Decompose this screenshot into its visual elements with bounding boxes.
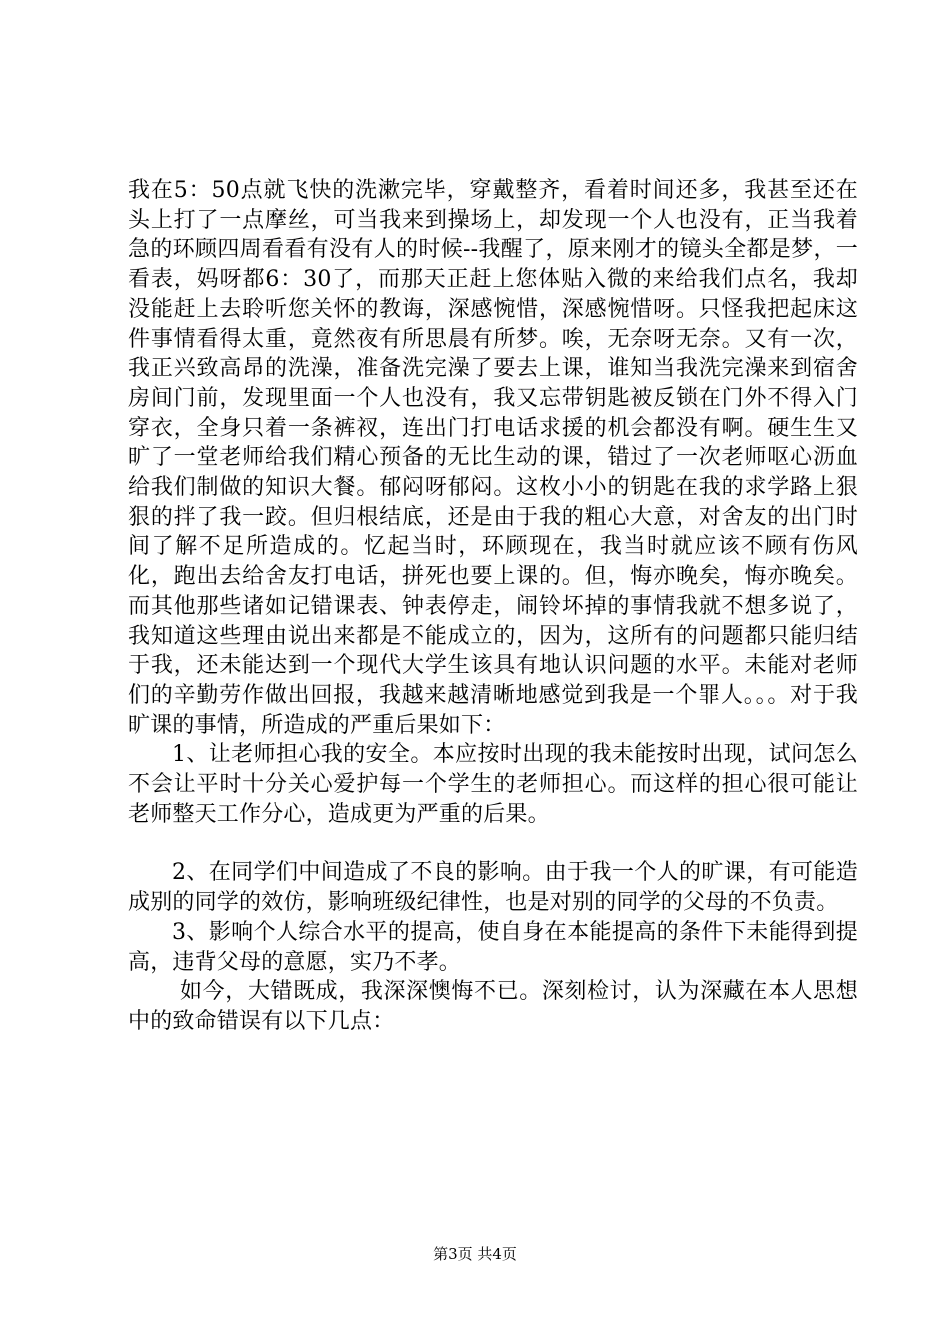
body-text — [128, 176, 858, 1037]
paragraph-conclusion: 如今，大错既成，我深深懊悔不已。深刻检讨，认为深藏在本人思想中的致命错误有以下几点： — [128, 979, 858, 1034]
page-number-footer: 第3页 共4页 — [433, 1245, 517, 1263]
paragraph-story: 我在5：50点就飞快的洗漱完毕，穿戴整齐，看着时间还多，我甚至还在头上打了一点摩丝，可当我来到操场上，却发现一个人也没有，正当我着急的环顾四周看看有没有人的时候--我醒了，原来刚才的镜头全都是梦，一看表，妈呀都6：30了，而那天正赶上您体贴入微的来给我们点名，我却没能赶上去聆听您关怀的教诲，深感惋惜，深感惋惜呀。只怪我把起床这件事情看得太重，竟然夜有所思晨有所梦。唉，无奈呀无奈。又有一次，我正兴致高昂的洗澡，准备洗完澡了要去上课，谁知当我洗完澡来到宿舍房间门前，发现里面一个人也没有，我又忘带钥匙被反锁在门外不得入门穿衣，全身只着一条裤衩，连出门打电话求援的机会都没有啊。硬生生又旷了一堂老师给我们精心预备的无比生动的课，错过了一次老师呕心沥血给我们制做的知识大餐。郁闷呀郁闷。这枚小小的钥匙在我的求学路上狠狠的拌了我一跤。但归根结底，还是由于我的粗心大意，对舍友的出门时间了解不足所造成的。忆起当时，环顾现在，我当时就应该不顾有伤风化，跑出去给舍友打电话，拼死也要上课的。但，悔亦晚矣，悔亦晚矣。而其他那些诸如记错课表、钟表停走，闹铃坏掉的事情我就不想多说了，我知道这些理由说出来都是不能成立的，因为，这所有的问题都只能归结于我，还未能达到一个现代大学生该具有地认识问题的水平。未能对老师们的辛勤劳作做出回报，我越来越清晰地感觉到我是一个罪人。。。对于我旷课的事情，所造成的严重后果如下： — [128, 178, 858, 738]
paragraph-consequence-1: 1、让老师担心我的安全。本应按时出现的我未能按时出现，试问怎么不会让平时十分关心爱护每一个学生的老师担心。而这样的担心很可能让老师整天工作分心，造成更为严重的后果。 — [128, 742, 858, 827]
paragraph-spacer — [128, 829, 858, 858]
paragraph-consequence-3: 3、影响个人综合水平的提高，使自身在本能提高的条件下未能得到提高，违背父母的意愿，实乃不孝。 — [128, 919, 858, 975]
paragraph-consequence-2: 2、在同学们中间造成了不良的影响。由于我一个人的旷课，有可能造成别的同学的效仿，影响班级纪律性，也是对别的同学的父母的不负责。 — [128, 860, 858, 916]
